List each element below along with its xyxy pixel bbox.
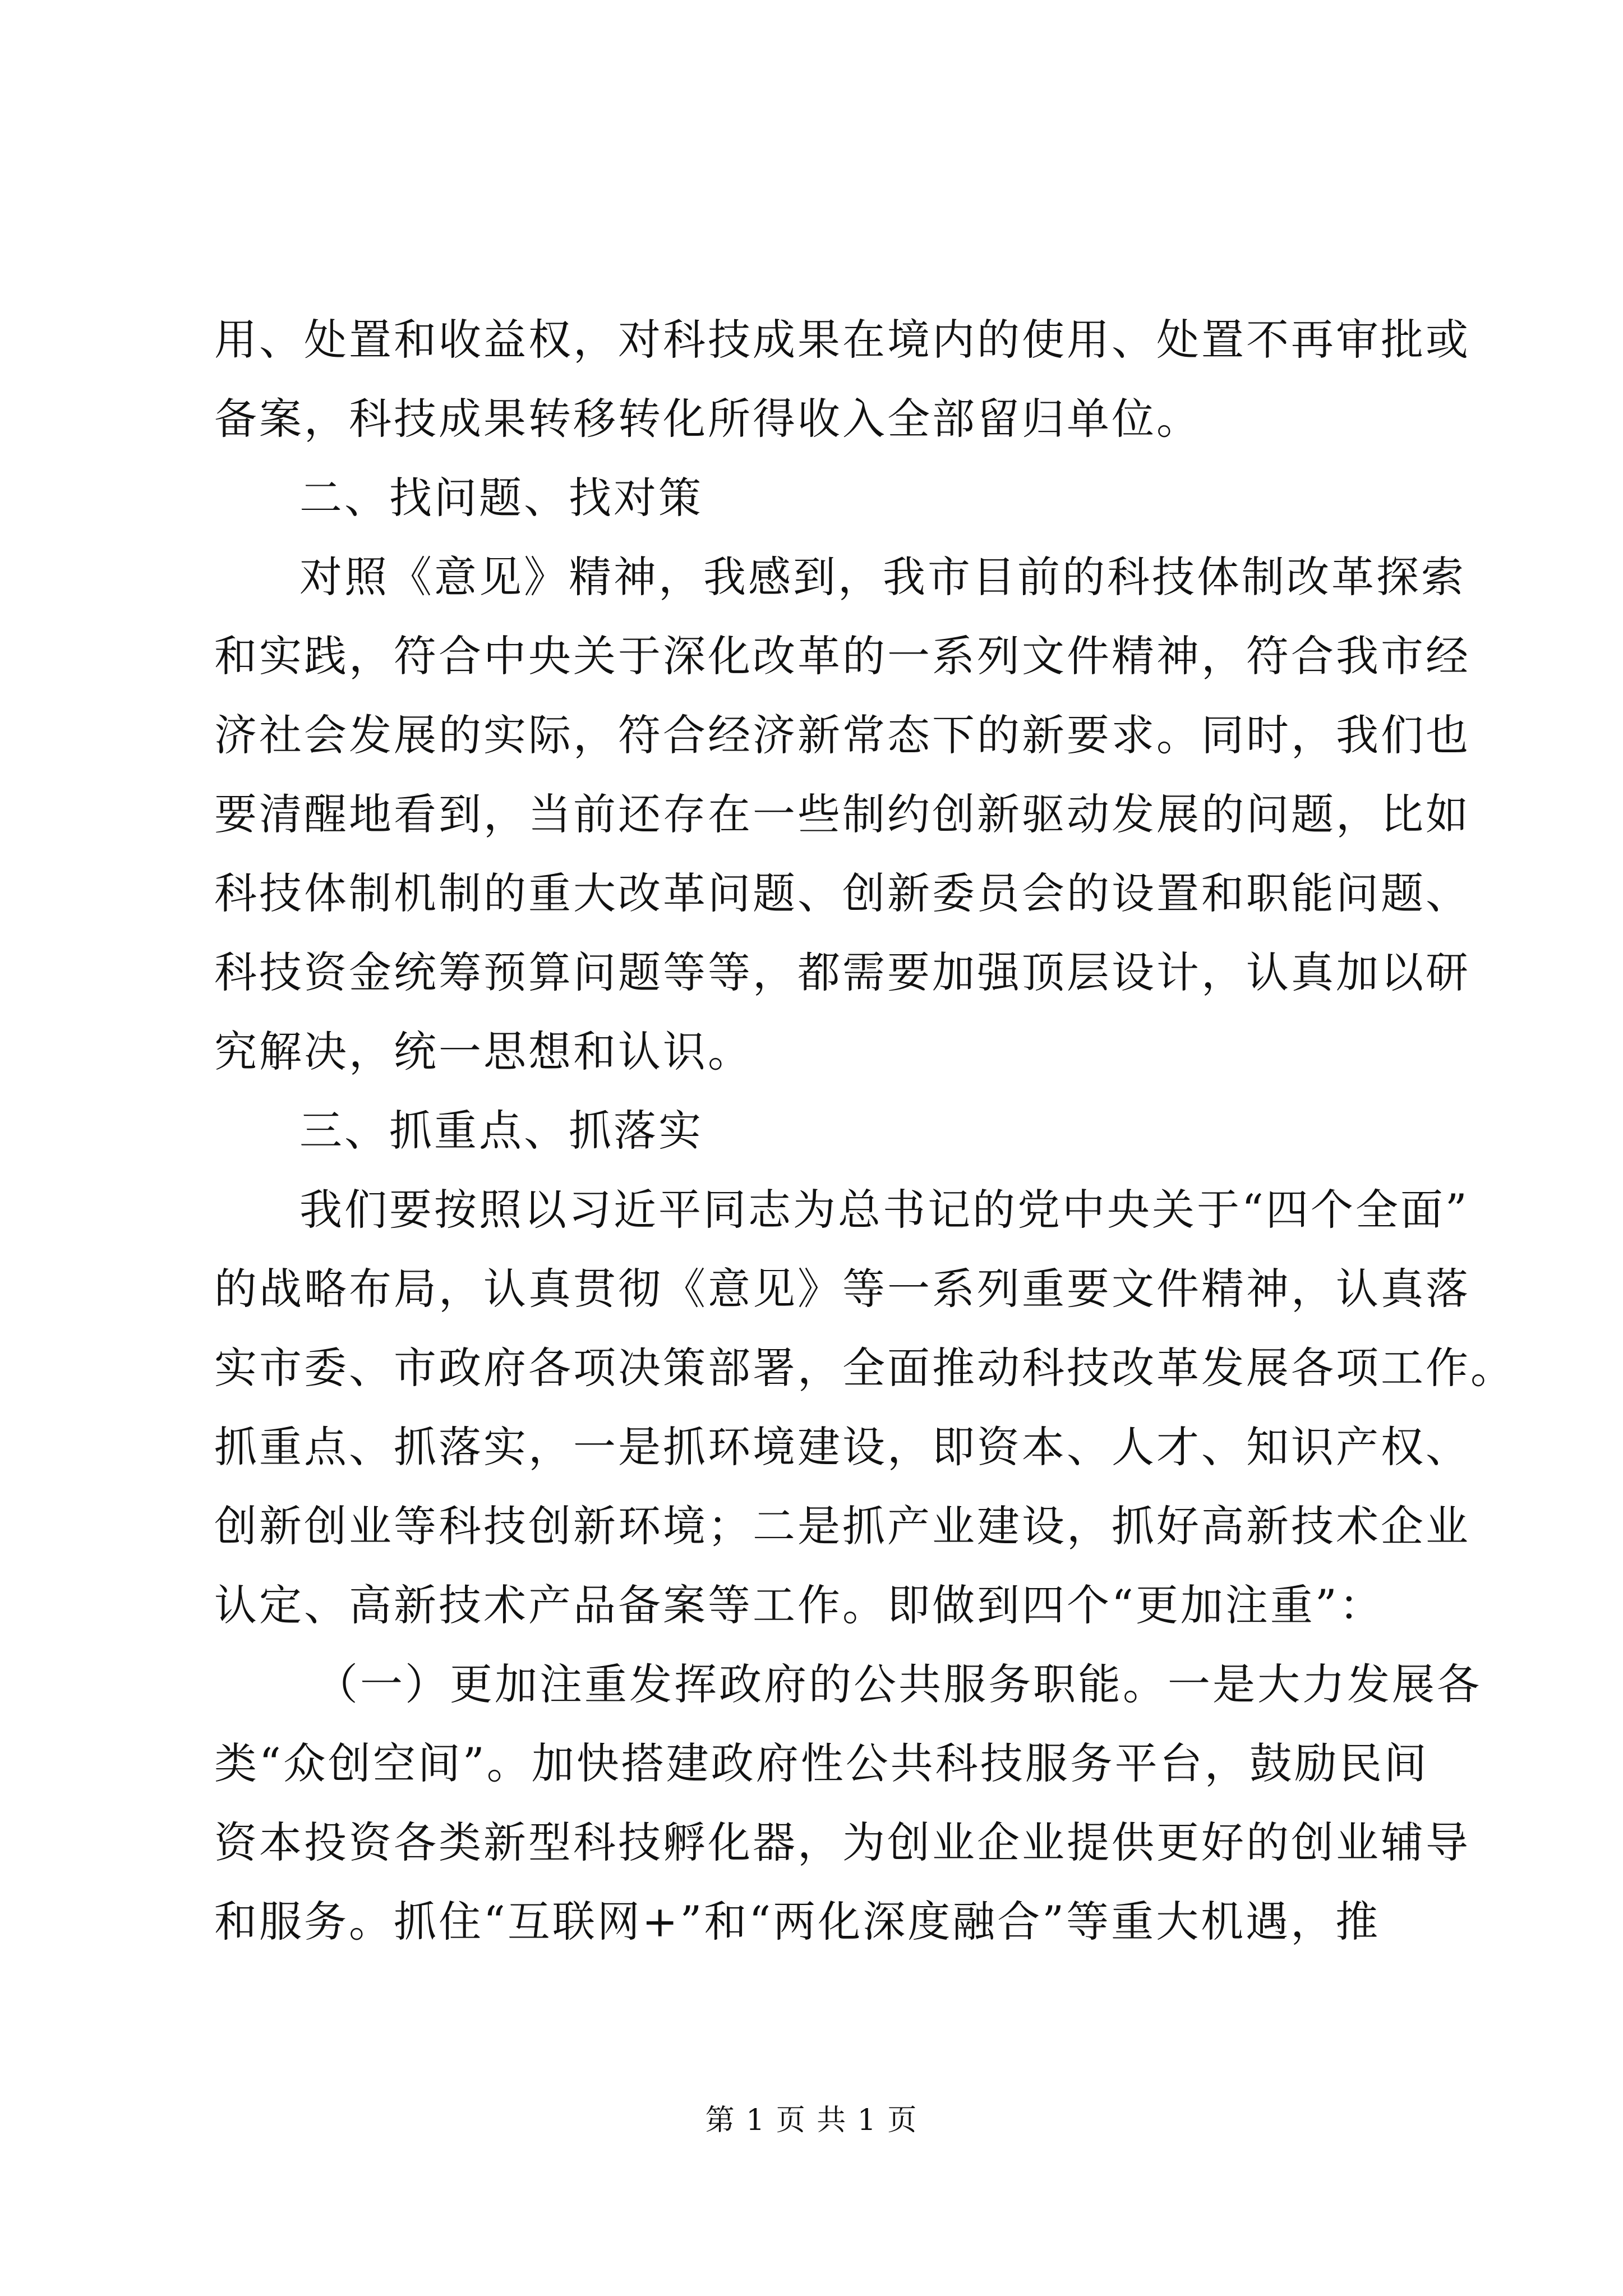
text-line: 究解决，统一思想和认识。 [214,1027,753,1076]
text-line: 认定、高新技术产品备案等工作。即做到四个“更加注重”： [214,1580,1384,1630]
text-line: 的战略布局，认真贯彻《意见》等一系列重要文件精神，认真落 [214,1264,1470,1314]
document-body [214,300,1515,1961]
text-line: 抓重点、抓落实，一是抓环境建设，即资本、人才、知识产权、 [214,1422,1470,1472]
section-heading: 三、抓重点、抓落实 [299,1106,703,1156]
text-line: 要清醒地看到，当前还存在一些制约创新驱动发展的问题，比如 [214,789,1470,839]
text-line: 备案，科技成果转移转化所得收入全部留归单位。 [214,394,1201,444]
section-heading: 二、找问题、找对策 [299,473,703,523]
text-line: 和服务。抓住“互联网+”和“两化深度融合”等重大机遇，推 [214,1897,1381,1947]
text-line: 我们要按照以习近平同志为总书记的党中央关于“四个全面” [299,1185,1469,1235]
text-line: 用、处置和收益权，对科技成果在境内的使用、处置不再审批或 [214,315,1470,365]
text-line: 类“众创空间”。加快搭建政府性公共科技服务平台，鼓励民间 [214,1738,1429,1788]
page-number-footer: 第 1 页 共 1 页 [705,2104,918,2137]
subsection-line: （一）更加注重发挥政府的公共服务职能。一是大力发展各 [315,1659,1482,1709]
text-line: 实市委、市政府各项决策部署，全面推动科技改革发展各项工作。 [214,1343,1515,1393]
text-line: 资本投资各类新型科技孵化器，为创业企业提供更好的创业辅导 [214,1818,1470,1867]
text-line: 和实践，符合中央关于深化改革的一系列文件精神，符合我市经 [214,631,1470,681]
text-line: 创新创业等科技创新环境；二是抓产业建设，抓好高新技术企业 [214,1501,1470,1551]
text-line: 济社会发展的实际，符合经济新常态下的新要求。同时，我们也 [214,710,1470,760]
text-line: 科技体制机制的重大改革问题、创新委员会的设置和职能问题、 [214,868,1470,918]
text-line: 对照《意见》精神，我感到，我市目前的科技体制改革探索 [299,552,1466,602]
text-line: 科技资金统筹预算问题等等，都需要加强顶层设计，认真加以研 [214,947,1470,997]
